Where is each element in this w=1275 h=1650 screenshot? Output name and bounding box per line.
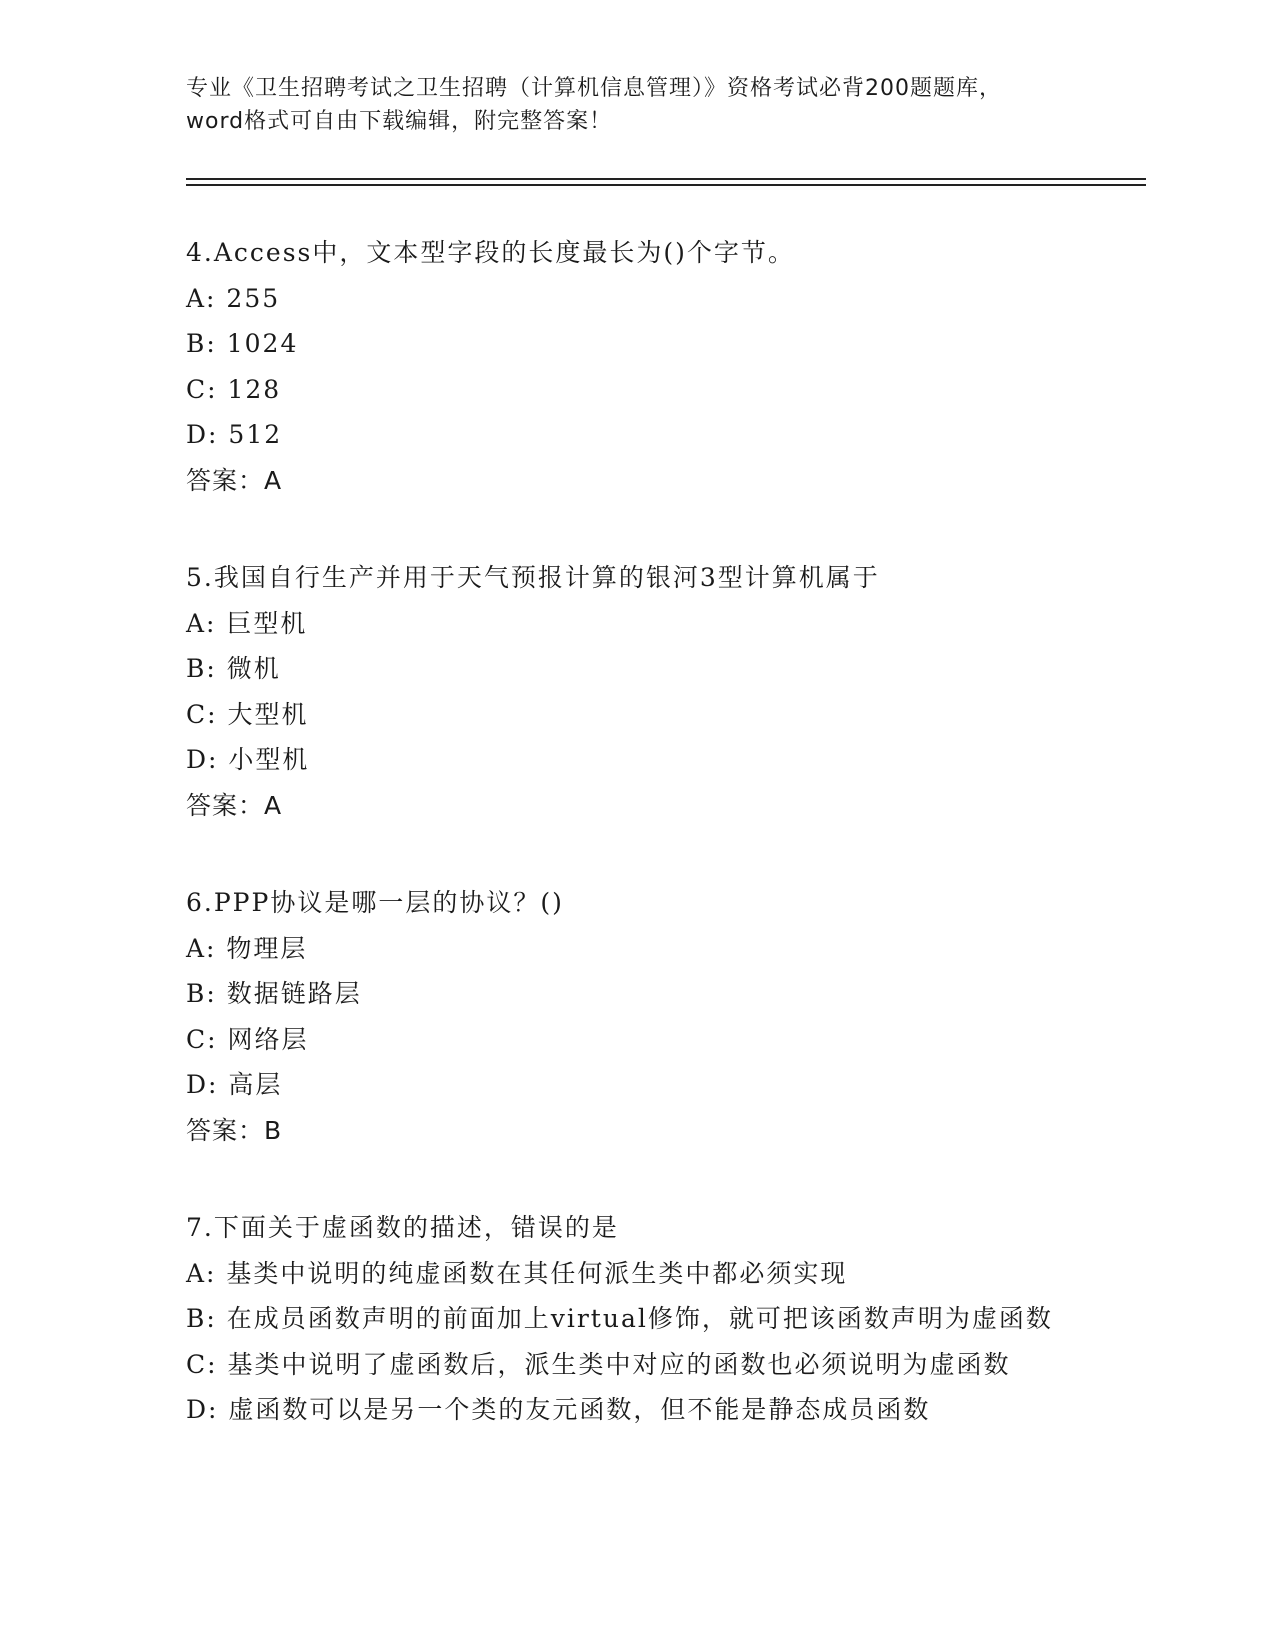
answer-text: 答案：A xyxy=(186,465,283,495)
question-text: 6.PPP协议是哪一层的协议？() xyxy=(186,888,564,917)
option-c: C: 基类中说明了虚函数后，派生类中对应的函数也必须说明为虚函数 xyxy=(186,1349,1011,1379)
option-b: B: 1024 xyxy=(186,329,299,358)
document-header xyxy=(186,72,1086,138)
question-list xyxy=(186,230,1086,1485)
question-text: 5.我国自行生产并用于天气预报计算的银河3型计算机属于 xyxy=(186,563,880,592)
option-b: B: 数据链路层 xyxy=(186,979,362,1008)
option-c: C: 网络层 xyxy=(186,1024,309,1054)
option-a: A: 物理层 xyxy=(186,933,308,963)
header-line-2: word格式可自由下载编辑，附完整答案！ xyxy=(186,109,613,134)
option-d: D: 512 xyxy=(186,420,283,449)
option-a: A: 基类中说明的纯虚函数在其任何派生类中都必须实现 xyxy=(186,1258,848,1288)
question-block-5 xyxy=(186,555,1086,828)
option-d: D: 高层 xyxy=(186,1070,283,1099)
option-d: D: 虚函数可以是另一个类的友元函数，但不能是静态成员函数 xyxy=(186,1395,931,1424)
option-a: A: 255 xyxy=(186,283,281,313)
option-b: B: 在成员函数声明的前面加上virtual修饰，就可把该函数声明为虚函数 xyxy=(186,1304,1053,1333)
header-divider-bottom xyxy=(186,184,1146,186)
answer-text: 答案：A xyxy=(186,790,283,820)
question-text: 7.下面关于虚函数的描述，错误的是 xyxy=(186,1213,619,1242)
question-text: 4.Access中，文本型字段的长度最长为()个字节。 xyxy=(186,238,795,267)
option-c: C: 128 xyxy=(186,374,282,404)
header-line-1: 专业《卫生招聘考试之卫生招聘（计算机信息管理）》资格考试必背200题题库， xyxy=(186,76,1002,101)
option-d: D: 小型机 xyxy=(186,745,310,774)
option-a: A: 巨型机 xyxy=(186,608,308,638)
question-block-7 xyxy=(186,1205,1086,1433)
option-c: C: 大型机 xyxy=(186,699,309,729)
question-block-6 xyxy=(186,880,1086,1153)
option-b: B: 微机 xyxy=(186,654,281,683)
header-divider-top xyxy=(186,178,1146,180)
question-block-4 xyxy=(186,230,1086,503)
answer-text: 答案：B xyxy=(186,1115,283,1145)
